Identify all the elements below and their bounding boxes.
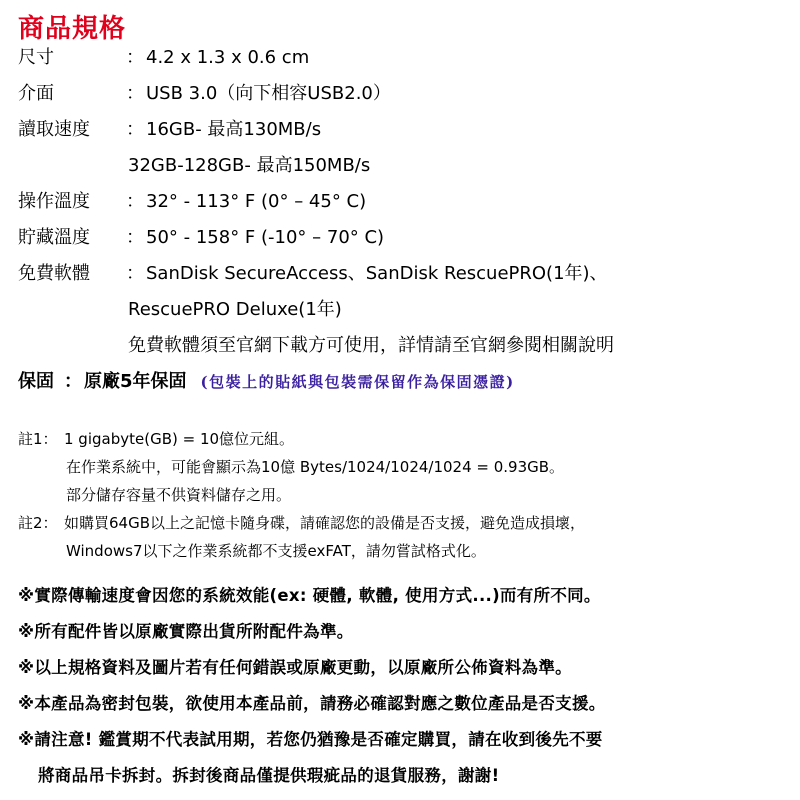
note1-row-3 bbox=[18, 481, 788, 509]
spec-table bbox=[18, 40, 788, 400]
spec-row-size bbox=[18, 40, 788, 76]
software-value-3: 免費軟體須至官網下載方可使用，詳情請至官網參閱相關說明 bbox=[128, 335, 614, 356]
remark-item: ※所有配件皆以原廠實際出貨所附配件為準。 bbox=[18, 622, 354, 641]
interface-label: 介面 bbox=[18, 83, 54, 104]
storage-temp-value: 50° - 158° F (-10° – 70° C) bbox=[146, 227, 385, 248]
spec-row-op-temp bbox=[18, 184, 788, 220]
note2-label: 註2： bbox=[18, 514, 58, 532]
op-temp-value: 32° - 113° F (0° – 45° C) bbox=[146, 191, 367, 212]
note1-row bbox=[18, 425, 788, 453]
spec-row-software-cont-1 bbox=[18, 292, 788, 328]
remarks-section bbox=[18, 578, 793, 794]
colon: ： bbox=[126, 191, 144, 212]
note2-row-2 bbox=[18, 537, 788, 565]
spec-row-storage-temp bbox=[18, 220, 788, 256]
remark-item: ※本產品為密封包裝，欲使用本產品前，請務必確認對應之數位產品是否支援。 bbox=[18, 694, 606, 713]
colon: ： bbox=[126, 47, 144, 68]
read-speed-label: 讀取速度 bbox=[18, 119, 90, 140]
spec-row-software bbox=[18, 256, 788, 292]
size-value: 4.2 x 1.3 x 0.6 cm bbox=[146, 47, 310, 68]
remark-item: ※請注意! 鑑賞期不代表試用期，若您仍猶豫是否確定購買，請在收到後先不要 bbox=[18, 730, 603, 749]
note2-row bbox=[18, 509, 788, 537]
spec-row-interface bbox=[18, 76, 788, 112]
spec-row-warranty bbox=[18, 364, 788, 400]
colon: ： bbox=[126, 119, 144, 140]
size-label: 尺寸 bbox=[18, 47, 54, 68]
spec-row-software-cont-2 bbox=[18, 328, 788, 364]
software-value-1: SanDisk SecureAccess、SanDisk RescuePRO(1年)、 bbox=[146, 263, 608, 284]
note1-line2: 在作業系統中，可能會顯示為10億 Bytes/1024/1024/1024 = 0.93GB。 bbox=[66, 458, 565, 476]
note1-line3: 部分儲存容量不供資料儲存之用。 bbox=[66, 486, 292, 504]
op-temp-label: 操作溫度 bbox=[18, 191, 90, 212]
note1-label: 註1： bbox=[18, 430, 58, 448]
remark-item: ※以上規格資料及圖片若有任何錯誤或原廠更動，以原廠所公佈資料為準。 bbox=[18, 658, 572, 677]
spec-row-read-speed bbox=[18, 112, 788, 148]
software-label: 免費軟體 bbox=[18, 263, 90, 284]
read-speed-value-1: 16GB- 最高130MB/s bbox=[146, 119, 322, 140]
interface-value: USB 3.0（向下相容USB2.0） bbox=[146, 83, 391, 104]
read-speed-value-2: 32GB-128GB- 最高150MB/s bbox=[128, 155, 371, 176]
warranty-label: 保固 bbox=[18, 371, 54, 392]
colon: ： bbox=[126, 263, 144, 284]
colon: ： bbox=[126, 227, 144, 248]
notes-section bbox=[18, 425, 788, 565]
warranty-note: (包裝上的貼紙與包裝需保留作為保固憑證) bbox=[200, 373, 515, 391]
warranty-value: 原廠5年保固 bbox=[84, 371, 187, 392]
note1-line1: 1 gigabyte(GB) = 10億位元組。 bbox=[64, 430, 295, 448]
note2-line2: Windows7以下之作業系統都不支援exFAT，請勿嘗試格式化。 bbox=[66, 542, 486, 560]
page-title: 商品規格 bbox=[18, 14, 127, 44]
note1-row-2 bbox=[18, 453, 788, 481]
colon: ： bbox=[126, 83, 144, 104]
software-value-2: RescuePRO Deluxe(1年) bbox=[128, 299, 342, 320]
spec-row-read-speed-cont bbox=[18, 148, 788, 184]
storage-temp-label: 貯藏溫度 bbox=[18, 227, 90, 248]
note2-line1: 如購買64GB以上之記憶卡隨身碟，請確認您的設備是否支援，避免造成損壞， bbox=[64, 514, 586, 532]
colon: ： bbox=[64, 371, 82, 392]
remark-item-cont: 將商品吊卡拆封。拆封後商品僅提供瑕疵品的退貨服務，謝謝! bbox=[38, 766, 500, 785]
remark-item: ※實際傳輸速度會因您的系統效能(ex: 硬體, 軟體, 使用方式...)而有所不同。 bbox=[18, 586, 601, 605]
